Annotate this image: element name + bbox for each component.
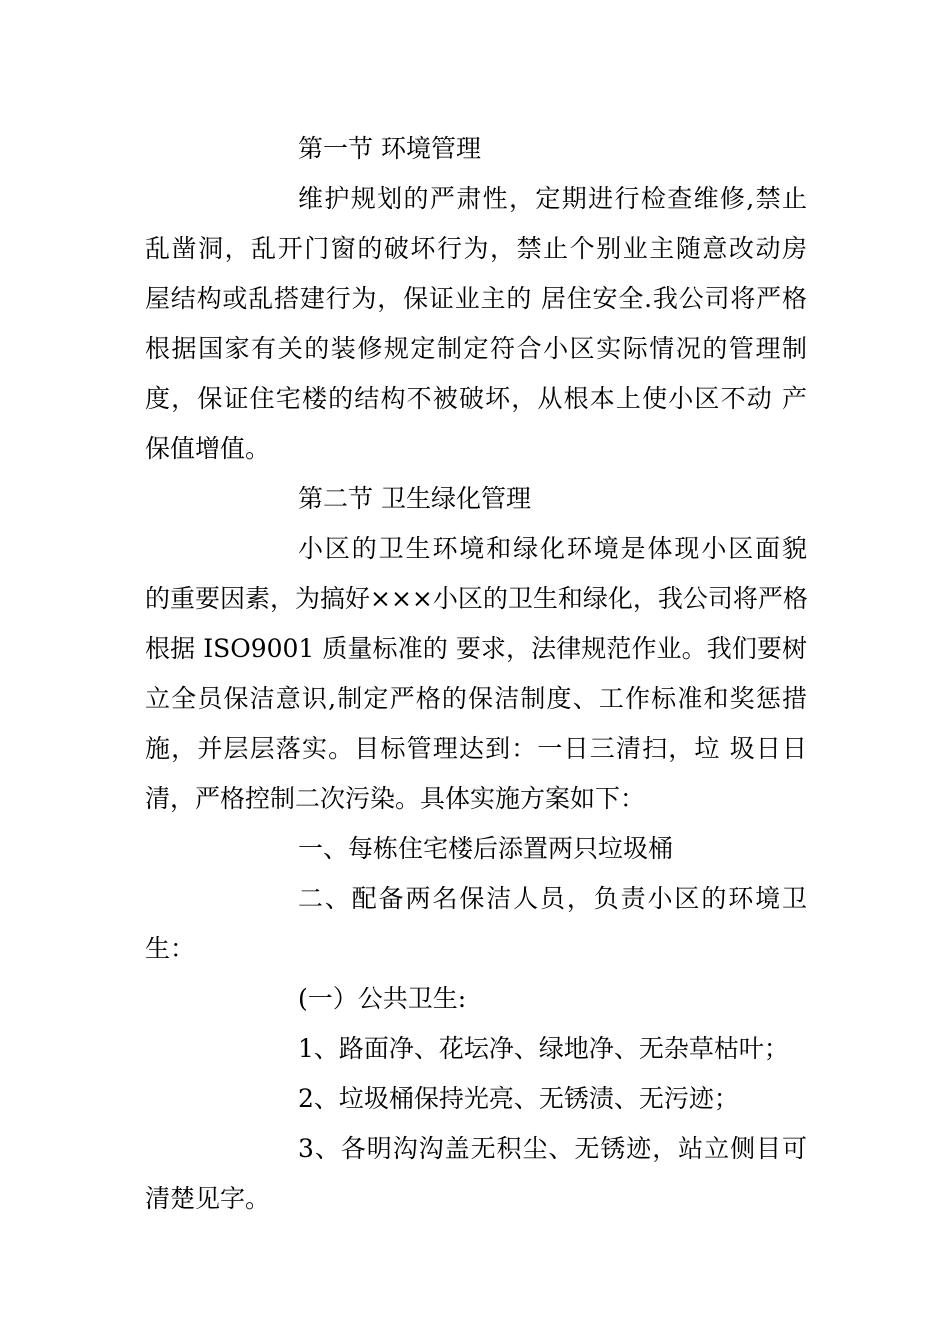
section-1-paragraph-line: 根据国家有关的装修规定制定符合小区实际情况的管理制 bbox=[145, 334, 807, 363]
sub-item: 2、垃圾桶保持光亮、无锈渍、无污迹； bbox=[298, 1084, 739, 1113]
section-1-paragraph-line: 度，保证住宅楼的结构不被破坏，从根本上使小区不动 产 bbox=[145, 384, 807, 413]
sub-item-3-line: 清楚见字。 bbox=[145, 1184, 271, 1213]
document-page bbox=[145, 124, 807, 1224]
list-item-1: 一、每栋住宅楼后添置两只垃圾桶 bbox=[298, 834, 674, 863]
section-1-paragraph-line: 屋结构或乱搭建行为，保证业主的 居住安全.我公司将严格 bbox=[145, 284, 807, 313]
section-2-paragraph-line: 小区的卫生环境和绿化环境是体现小区面貌 bbox=[298, 534, 807, 563]
section-1-paragraph-line: 维护规划的严肃性，定期进行检查维修,禁止 bbox=[298, 184, 807, 213]
section-2-title: 第二节 卫生绿化管理 bbox=[298, 484, 531, 513]
section-2-paragraph-line: 施，并层层落实。目标管理达到：一日三清扫，垃 圾日日 bbox=[145, 734, 807, 763]
sub-item: 1、路面净、花坛净、绿地净、无杂草枯叶； bbox=[298, 1034, 789, 1063]
section-2-paragraph-line: 立全员保洁意识,制定严格的保洁制度、工作标准和奖惩措 bbox=[145, 684, 807, 713]
section-2-paragraph-line: 清，严格控制二次污染。具体实施方案如下： bbox=[145, 784, 646, 813]
section-2-paragraph-line: 的重要因素，为搞好×××小区的卫生和绿化，我公司将严格 bbox=[145, 584, 808, 613]
sub-item-3-line: 3、各明沟沟盖无积尘、无锈迹，站立侧目可 bbox=[298, 1134, 807, 1163]
section-1-title: 第一节 环境管理 bbox=[298, 134, 481, 163]
section-1-paragraph-line: 乱凿洞，乱开门窗的破坏行为，禁止个别业主随意改动房 bbox=[145, 234, 807, 263]
list-item-2-line: 二、配备两名保洁人员，负责小区的环境卫 bbox=[298, 884, 807, 913]
section-2-paragraph-line: 根据 ISO9001 质量标准的 要求，法律规范作业。我们要树 bbox=[145, 634, 807, 663]
list-item-2-line: 生： bbox=[145, 934, 196, 963]
sub-heading-public-hygiene: (一）公共卫生: bbox=[298, 984, 467, 1013]
section-1-paragraph-line: 保值增值。 bbox=[145, 434, 271, 463]
